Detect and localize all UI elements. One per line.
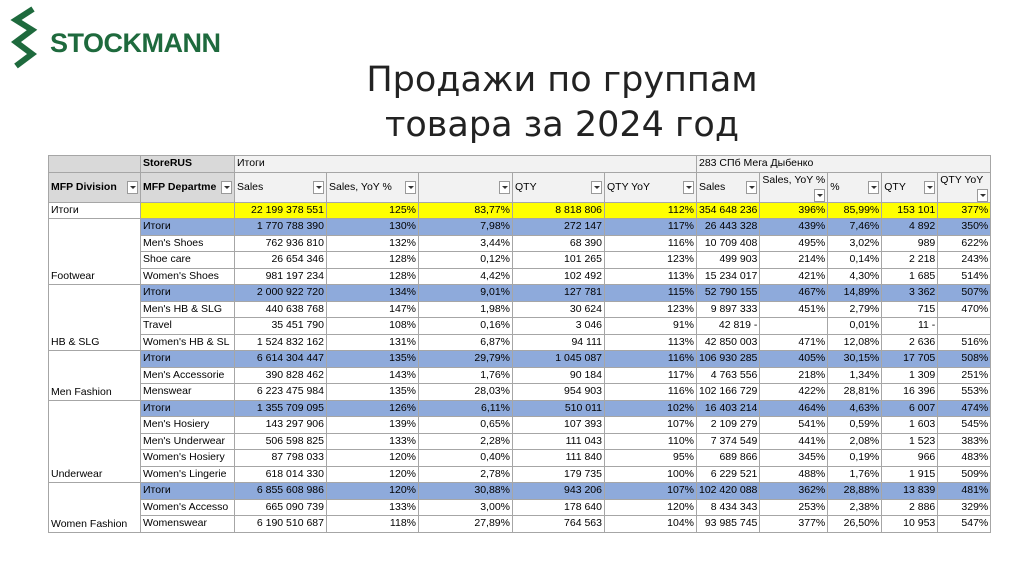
header-row-1 [49,156,991,173]
cell: 377% [938,202,991,219]
cell: 1,34% [828,367,882,384]
cell: 116% [605,384,697,401]
cell: 0,01% [828,318,882,335]
cell: 3 362 [882,285,938,302]
cell: 94 111 [513,334,605,351]
department-label: Women's Shoes [141,268,235,285]
cell: 6 614 304 447 [235,351,327,368]
logo-wordmark: STOCKMANN [50,28,221,58]
cell: 14,89% [828,285,882,302]
cell: 474% [938,400,991,417]
department-label: Итоги [141,219,235,236]
cell: 113% [605,268,697,285]
cell: 981 197 234 [235,268,327,285]
cell: 4 763 556 [697,367,760,384]
cell: 2 636 [882,334,938,351]
cell: 6,87% [419,334,513,351]
filter-dropdown-icon[interactable] [977,189,988,202]
column-header[interactable] [938,172,991,202]
cell: 354 648 236 [697,202,760,219]
cell: 3,00% [419,499,513,516]
cell: 95% [605,450,697,467]
cell: 153 101 [882,202,938,219]
cell: 483% [938,450,991,467]
cell: 6,11% [419,400,513,417]
cell: 128% [327,268,419,285]
cell: 107% [605,417,697,434]
filter-dropdown-icon[interactable] [591,181,602,194]
cell: 2,08% [828,433,882,450]
cell: 27,89% [419,516,513,533]
cell: 35 451 790 [235,318,327,335]
cell: 0,12% [419,252,513,269]
cell: 87 798 033 [235,450,327,467]
cell: 622% [938,235,991,252]
department-label: Women's Accesso [141,499,235,516]
cell: 90 184 [513,367,605,384]
filter-dropdown-icon[interactable] [924,181,935,194]
header-blank [49,156,141,173]
cell: 135% [327,351,419,368]
department-label: Men's Shoes [141,235,235,252]
division-label: HB & SLG [49,285,141,351]
cell: 0,19% [828,450,882,467]
column-header-label: MFP Departme [143,180,217,193]
column-header-label: Sales, YoY % [329,180,392,193]
column-header[interactable] [882,172,938,202]
cell: 0,40% [419,450,513,467]
cell: 377% [760,516,828,533]
filter-dropdown-icon[interactable] [499,181,510,194]
cell: 362% [760,483,828,500]
cell: 133% [327,499,419,516]
cell: 4 892 [882,219,938,236]
cell: 553% [938,384,991,401]
cell: 116% [605,235,697,252]
cell: 22 199 378 551 [235,202,327,219]
department-label: Итоги [141,351,235,368]
stockmann-s-icon [10,6,40,72]
cell: 0,16% [419,318,513,335]
cell: 507% [938,285,991,302]
cell: 689 866 [697,450,760,467]
table-row [49,268,991,285]
cell: 8 434 343 [697,499,760,516]
cell: 107 393 [513,417,605,434]
cell: 1 309 [882,367,938,384]
cell: 488% [760,466,828,483]
cell: 7,98% [419,219,513,236]
cell: 128% [327,252,419,269]
title-line-2: товара за 2024 год [384,105,740,145]
column-header[interactable] [605,172,697,202]
department-label: Women's Lingerie [141,466,235,483]
column-header-label: QTY YoY [607,180,651,193]
cell: 4,42% [419,268,513,285]
table-row [49,433,991,450]
column-header-label: MFP Division [51,180,117,193]
cell: 618 014 330 [235,466,327,483]
filter-dropdown-icon[interactable] [221,181,232,194]
cell: 118% [327,516,419,533]
cell: 471% [760,334,828,351]
cell: 440 638 768 [235,301,327,318]
department-label: Итоги [141,285,235,302]
cell: 0,59% [828,417,882,434]
filter-dropdown-icon[interactable] [313,181,324,194]
cell: 508% [938,351,991,368]
column-header-label: QTY YoY [940,173,984,186]
cell: 139% [327,417,419,434]
cell: 13 839 [882,483,938,500]
cell [938,318,991,335]
department-label: Women's HB & SL [141,334,235,351]
cell: 101 265 [513,252,605,269]
department-label: Womenswear [141,516,235,533]
cell: 2,79% [828,301,882,318]
cell: 30,15% [828,351,882,368]
cell: 9,01% [419,285,513,302]
cell: 115% [605,285,697,302]
cell: 762 936 810 [235,235,327,252]
department-label: Travel [141,318,235,335]
cell: 130% [327,219,419,236]
cell: 243% [938,252,991,269]
cell: 85,99% [828,202,882,219]
subtotal-row [49,483,991,500]
sales-pivot-table [48,155,991,533]
cell: 117% [605,367,697,384]
cell: 52 790 155 [697,285,760,302]
cell: 989 [882,235,938,252]
cell: 91% [605,318,697,335]
header-row-2 [49,172,991,202]
cell: 499 903 [697,252,760,269]
cell: 8 818 806 [513,202,605,219]
cell: 2 109 279 [697,417,760,434]
subtotal-row [49,351,991,368]
table-row [49,334,991,351]
cell: 110% [605,433,697,450]
column-header[interactable] [49,172,141,202]
cell: 345% [760,450,828,467]
store-header: StoreRUS [141,156,235,173]
cell: 111 043 [513,433,605,450]
department-label: Women's Hosiery [141,450,235,467]
cell: 83,77% [419,202,513,219]
department-label: Men's Accessorie [141,367,235,384]
cell: 764 563 [513,516,605,533]
cell: 966 [882,450,938,467]
cell: 133% [327,433,419,450]
cell: 329% [938,499,991,516]
cell: 547% [938,516,991,533]
cell: 26 654 346 [235,252,327,269]
cell: 9 897 333 [697,301,760,318]
cell: 28,81% [828,384,882,401]
cell: 464% [760,400,828,417]
cell: 422% [760,384,828,401]
cell: 16 396 [882,384,938,401]
cell: 2 218 [882,252,938,269]
cell: 120% [605,499,697,516]
cell: 126% [327,400,419,417]
cell: 3,02% [828,235,882,252]
cell: 390 828 462 [235,367,327,384]
cell: 405% [760,351,828,368]
subtotal-row [49,219,991,236]
cell: 467% [760,285,828,302]
cell: 251% [938,367,991,384]
table-row [49,499,991,516]
cell: 1 685 [882,268,938,285]
cell: 1,76% [419,367,513,384]
cell: 12,08% [828,334,882,351]
cell: 3,44% [419,235,513,252]
cell: 93 985 745 [697,516,760,533]
cell: 104% [605,516,697,533]
table-row [49,450,991,467]
table-row [49,516,991,533]
cell: 1,76% [828,466,882,483]
cell: 120% [327,466,419,483]
cell: 16 403 214 [697,400,760,417]
department-label: Men's HB & SLG [141,301,235,318]
department-label: Men's Hosiery [141,417,235,434]
table-row [49,466,991,483]
cell: 102% [605,400,697,417]
table-row [49,235,991,252]
title-line-1: Продажи по группам [366,60,758,100]
cell: 1 045 087 [513,351,605,368]
cell: 1 524 832 162 [235,334,327,351]
division-label: Women Fashion [49,483,141,533]
cell: 516% [938,334,991,351]
table-row [49,367,991,384]
department-label: Shoe care [141,252,235,269]
cell: 112% [605,202,697,219]
cell: 178 640 [513,499,605,516]
cell: 481% [938,483,991,500]
cell: 0,14% [828,252,882,269]
column-header[interactable] [235,172,327,202]
department-label: Menswear [141,384,235,401]
cell: 541% [760,417,828,434]
cell: 131% [327,334,419,351]
cell: 107% [605,483,697,500]
cell: 545% [938,417,991,434]
column-header-label: Sales [699,180,726,193]
cell: 10 953 [882,516,938,533]
cell: 6 855 608 986 [235,483,327,500]
cell: 509% [938,466,991,483]
cell: 2,38% [828,499,882,516]
cell: 26,50% [828,516,882,533]
cell: 30 624 [513,301,605,318]
cell: 470% [938,301,991,318]
cell: 102 420 088 [697,483,760,500]
cell: 4,63% [828,400,882,417]
cell: 42 850 003 [697,334,760,351]
cell: 123% [605,301,697,318]
cell: 441% [760,433,828,450]
cell: 26 443 328 [697,219,760,236]
column-header-label: QTY [884,180,906,193]
cell: 506 598 825 [235,433,327,450]
table-row [49,417,991,434]
cell: 1 603 [882,417,938,434]
subtotal-row [49,400,991,417]
stockmann-logo [10,6,260,72]
cell: 179 735 [513,466,605,483]
cell: 350% [938,219,991,236]
cell: 42 819 - [697,318,760,335]
cell: 28,03% [419,384,513,401]
cell: 147% [327,301,419,318]
cell: 2 000 922 720 [235,285,327,302]
cell [760,318,828,335]
cell: 495% [760,235,828,252]
cell: 125% [327,202,419,219]
cell: 439% [760,219,828,236]
cell: 715 [882,301,938,318]
cell: 214% [760,252,828,269]
cell: 113% [605,334,697,351]
division-label: Men Fashion [49,351,141,401]
cell: 421% [760,268,828,285]
table-row [49,301,991,318]
filter-dropdown-icon[interactable] [683,181,694,194]
cell: 510 011 [513,400,605,417]
cell: 29,79% [419,351,513,368]
cell: 1 915 [882,466,938,483]
column-header-label: QTY [515,180,537,193]
cell: 218% [760,367,828,384]
department-label: Итоги [141,483,235,500]
grand-total-row [49,202,991,219]
subtotal-row [49,285,991,302]
cell: 102 492 [513,268,605,285]
cell: 253% [760,499,828,516]
column-header[interactable] [327,172,419,202]
column-header-label: % [830,180,840,193]
cell: 132% [327,235,419,252]
cell: 1 355 709 095 [235,400,327,417]
filter-dropdown-icon[interactable] [746,181,757,194]
cell: 6 007 [882,400,938,417]
cell: 1 770 788 390 [235,219,327,236]
cell: 1,98% [419,301,513,318]
cell: 116% [605,351,697,368]
cell: 143% [327,367,419,384]
cell: 3 046 [513,318,605,335]
cell: 2,28% [419,433,513,450]
cell: 143 297 906 [235,417,327,434]
cell: 117% [605,219,697,236]
cell: 134% [327,285,419,302]
cell: 123% [605,252,697,269]
filter-dropdown-icon[interactable] [405,181,416,194]
column-header[interactable] [513,172,605,202]
column-header-label: Sales, YoY % [762,173,826,186]
cell: 120% [327,483,419,500]
cell: 11 - [882,318,938,335]
cell: 396% [760,202,828,219]
cell: 127 781 [513,285,605,302]
division-label: Footwear [49,219,141,285]
cell: 665 090 739 [235,499,327,516]
table-row [49,252,991,269]
cell: 10 709 408 [697,235,760,252]
cell: 30,88% [419,483,513,500]
cell: 6 190 510 687 [235,516,327,533]
cell: 15 234 017 [697,268,760,285]
table-row [49,318,991,335]
cell: 111 840 [513,450,605,467]
cell: 383% [938,433,991,450]
column-header[interactable] [419,172,513,202]
cell: 514% [938,268,991,285]
cell: 120% [327,450,419,467]
filter-dropdown-icon[interactable] [127,181,138,194]
department-label: Итоги [141,400,235,417]
cell: 451% [760,301,828,318]
cell: 4,30% [828,268,882,285]
cell: 106 930 285 [697,351,760,368]
row-label: Итоги [49,202,141,219]
cell: 100% [605,466,697,483]
column-header[interactable] [141,172,235,202]
cell: 7 374 549 [697,433,760,450]
cell: 68 390 [513,235,605,252]
cell: 17 705 [882,351,938,368]
column-header[interactable] [828,172,882,202]
cell: 102 166 729 [697,384,760,401]
cell: 135% [327,384,419,401]
page-title [312,58,812,148]
cell: 108% [327,318,419,335]
cell: 7,46% [828,219,882,236]
filter-dropdown-icon[interactable] [814,189,825,202]
column-header[interactable] [697,172,760,202]
totals-header: Итоги [235,156,697,173]
department-label: Men's Underwear [141,433,235,450]
cell: 0,65% [419,417,513,434]
column-header-label: Sales [237,180,264,193]
cell: 1 523 [882,433,938,450]
cell: 6 223 475 984 [235,384,327,401]
cell: 2 886 [882,499,938,516]
cell: 6 229 521 [697,466,760,483]
cell: 2,78% [419,466,513,483]
cell: 272 147 [513,219,605,236]
filter-dropdown-icon[interactable] [868,181,879,194]
cell: 943 206 [513,483,605,500]
table-row [49,384,991,401]
column-header[interactable] [760,172,828,202]
store-283-header: 283 СПб Мега Дыбенко [697,156,991,173]
division-label: Underwear [49,400,141,483]
cell [141,202,235,219]
cell: 954 903 [513,384,605,401]
cell: 28,88% [828,483,882,500]
